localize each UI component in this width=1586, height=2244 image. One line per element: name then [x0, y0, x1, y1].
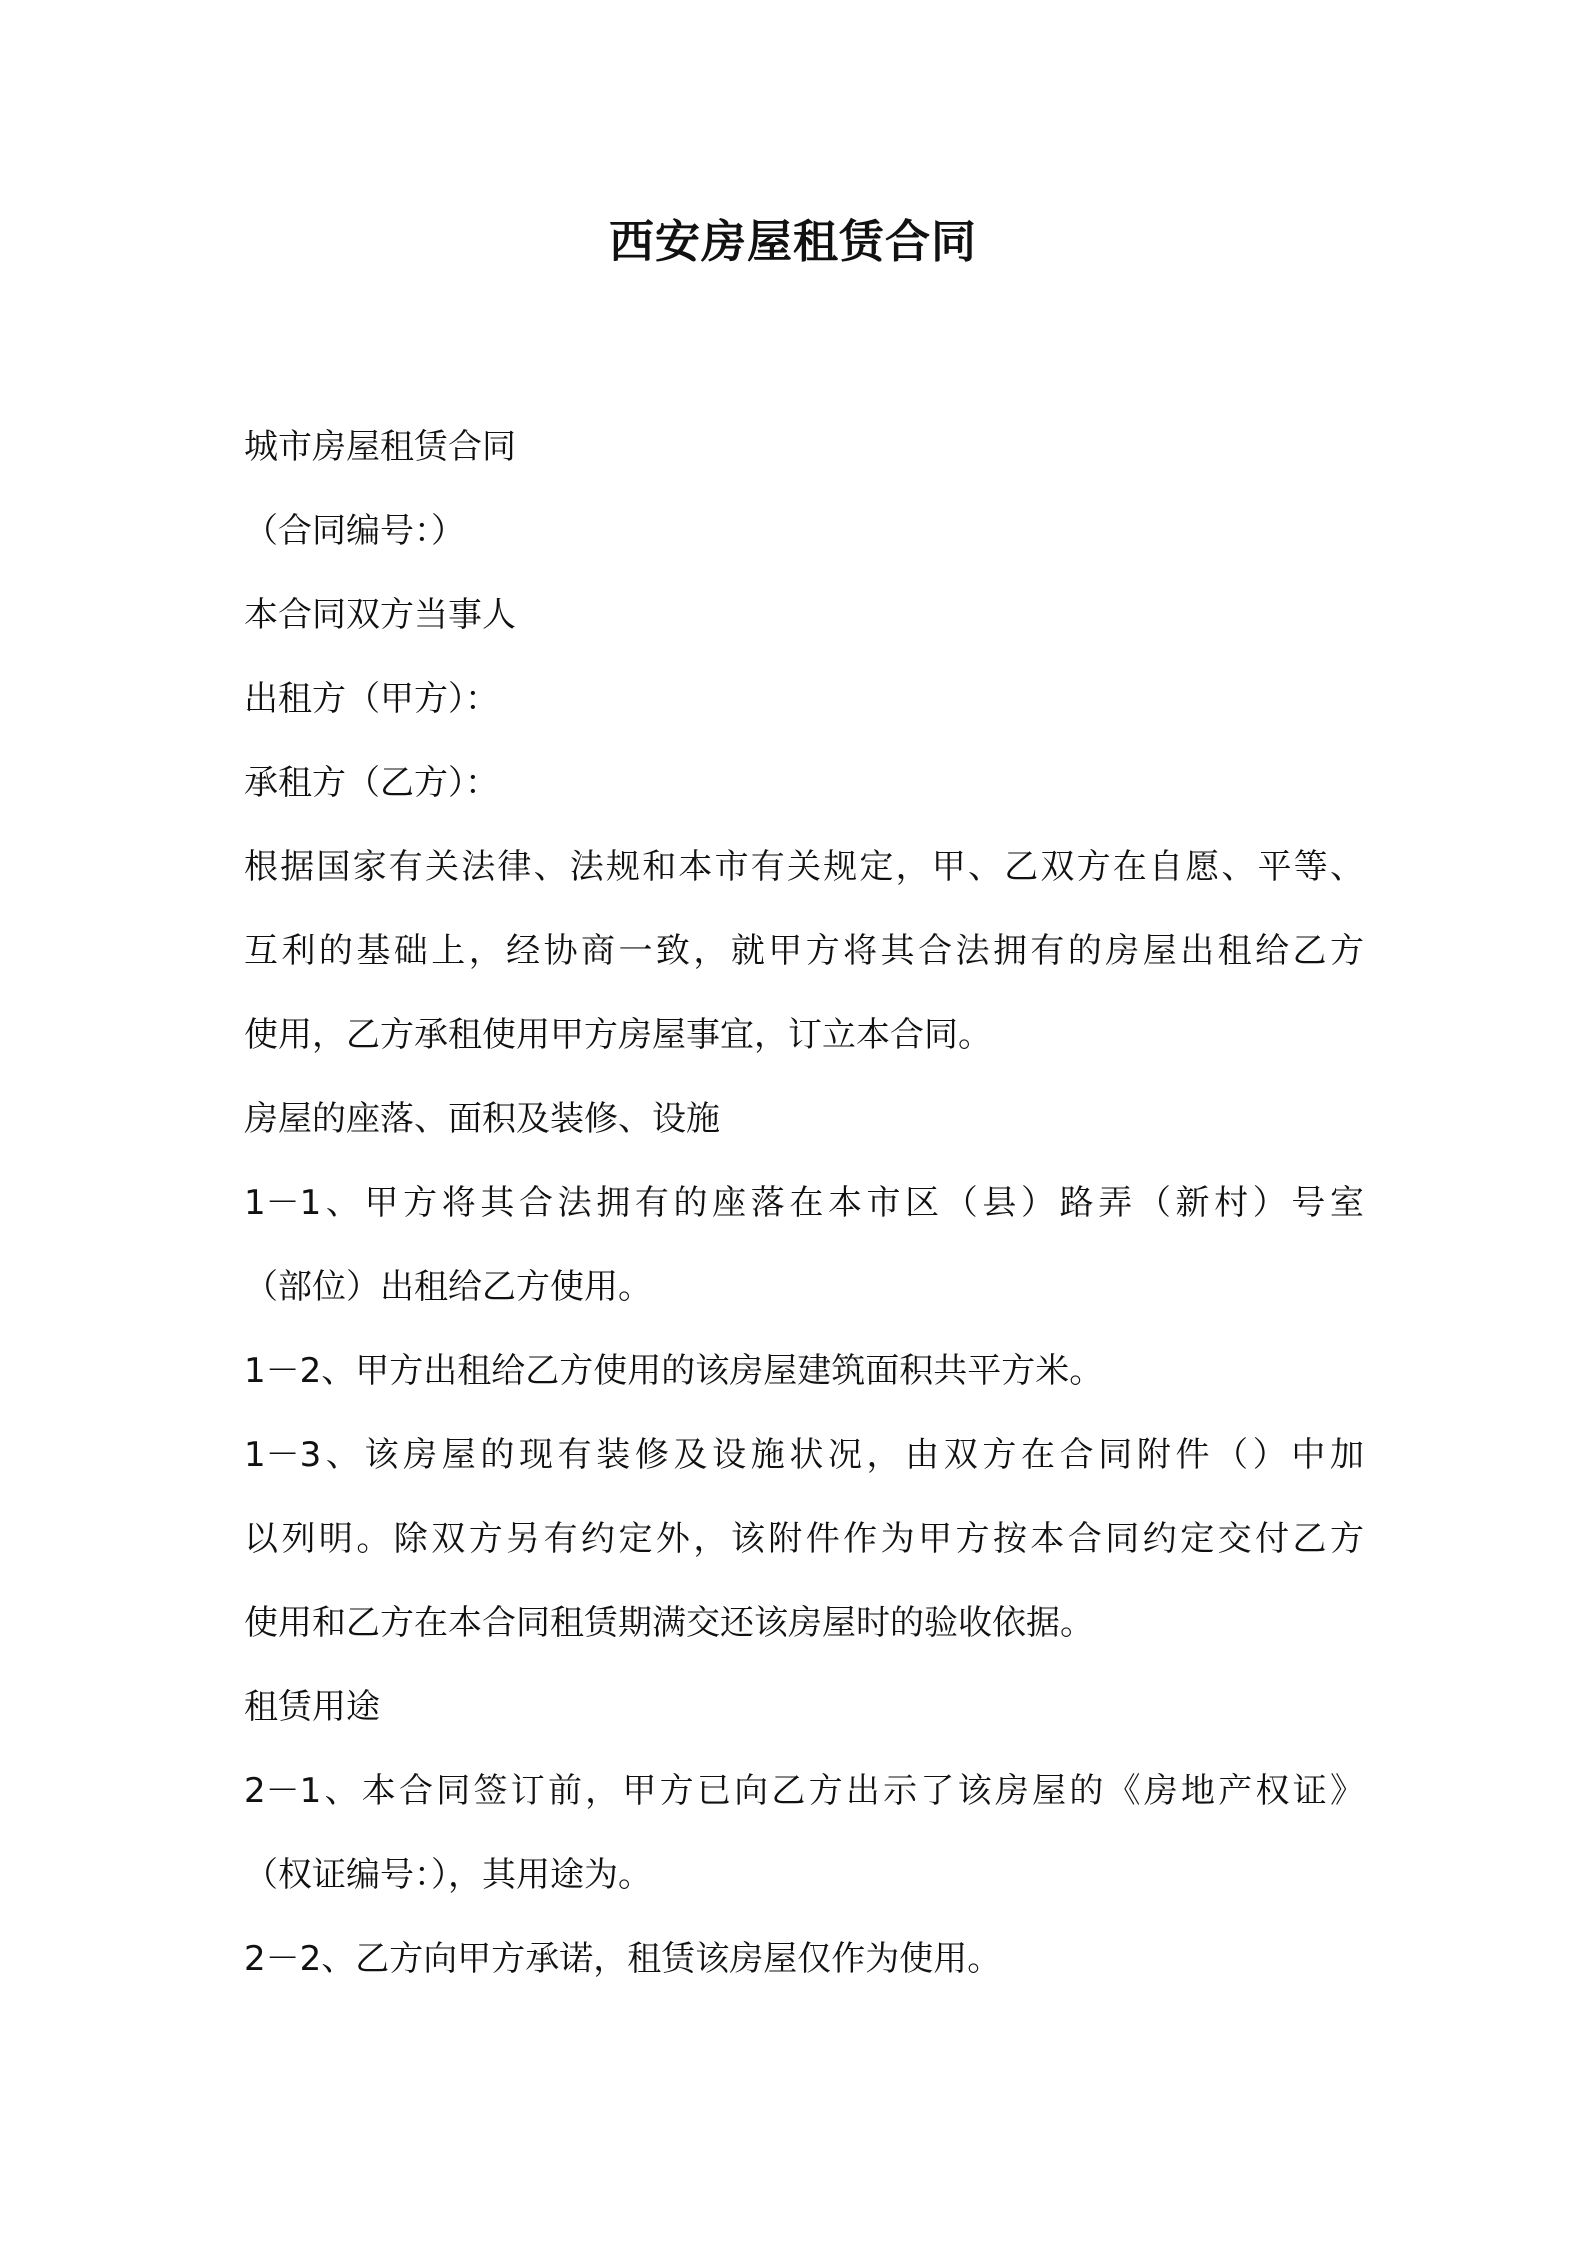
clause-2-2: 2－2、乙方向甲方承诺，租赁该房屋仅作为使用。	[244, 1939, 1002, 1979]
lessee-line: 承租方（乙方）：	[244, 763, 499, 803]
document-title: 西安房屋租赁合同	[608, 215, 977, 268]
clause-1-3-line-1: 1－3、该房屋的现有装修及设施状况，由双方在合同附件（）中加	[244, 1435, 1364, 1475]
clause-1-3-line-2: 以列明。除双方另有约定外，该附件作为甲方按本合同约定交付乙方	[244, 1519, 1364, 1559]
contract-subtitle: 城市房屋租赁合同	[244, 427, 516, 467]
clause-1-2: 1－2、甲方出租给乙方使用的该房屋建筑面积共平方米。	[244, 1351, 1104, 1391]
contract-number: （合同编号：）	[244, 511, 465, 551]
clause-1-3-line-3: 使用和乙方在本合同租赁期满交还该房屋时的验收依据。	[244, 1603, 1094, 1643]
clause-2-1-line-1: 2－1、本合同签订前，甲方已向乙方出示了该房屋的《房地产权证》	[244, 1771, 1364, 1811]
preamble-line-3: 使用，乙方承租使用甲方房屋事宜，订立本合同。	[244, 1015, 992, 1055]
parties-heading: 本合同双方当事人	[244, 595, 516, 635]
clause-1-1-line-2: （部位）出租给乙方使用。	[244, 1267, 652, 1307]
lessor-line: 出租方（甲方）：	[244, 679, 499, 719]
section-heading-premises: 房屋的座落、面积及装修、设施	[244, 1099, 720, 1139]
document-body	[244, 405, 1364, 2001]
preamble-line-2: 互利的基础上，经协商一致，就甲方将其合法拥有的房屋出租给乙方	[244, 931, 1364, 971]
clause-2-1-line-2: （权证编号：），其用途为。	[244, 1855, 652, 1895]
clause-1-1-line-1: 1－1、甲方将其合法拥有的座落在本市区（县）路弄（新村）号室	[244, 1183, 1364, 1223]
preamble-line-1: 根据国家有关法律、法规和本市有关规定，甲、乙双方在自愿、平等、	[244, 847, 1364, 887]
section-heading-purpose: 租赁用途	[244, 1687, 380, 1727]
